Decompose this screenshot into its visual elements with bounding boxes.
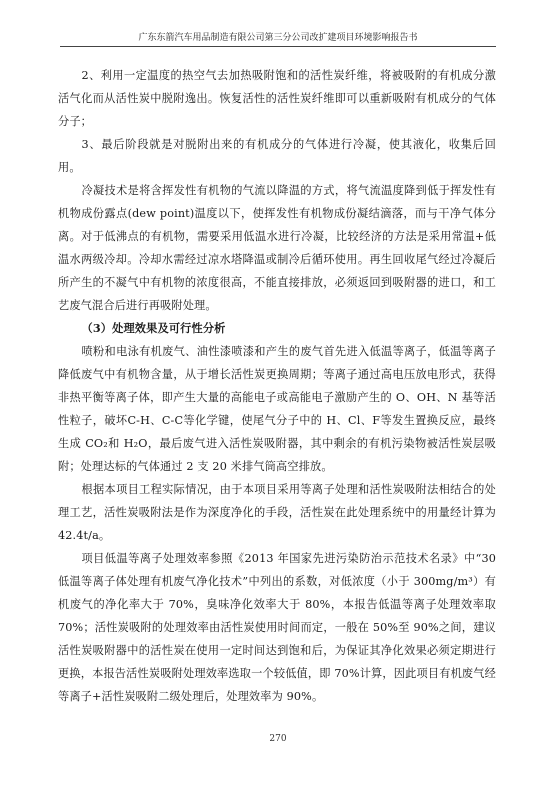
paragraph-carbon-usage: 根据本项目工程实际情况，由于本项目采用等离子处理和活性炭吸附法相结合的处理工艺，活性炭吸附法是作为深度净化的手段，活性炭在此处理系统中的用量经计算为 42.4t/a。 — [58, 483, 496, 542]
paragraph-efficiency: 项目低温等离子处理效率参照《2013 年国家先进污染防治示范技术名录》中“30 低温等离子体处理有机废气净化技术”中列出的系数，对低浓度（小于 300mg/m³）有机废气的净化率大于 70%，臭味净化效率大于 80%，本报告低温等离子处理效率取 70%；活性炭吸附的处理效率由活性炭使用时间而定，一般在 50%至 90%之间，建议活性炭吸附器中的活性炭在使用一定时间达到饱和后，为保证其净化效果必须定期进行更换，本报告活性炭吸附处理效率选取一个较低值，即 70%计算，因此项目有机废气经等离子+活性炭吸附二级处理后，处理效率为 90%。 — [58, 552, 496, 703]
page-number: 270 — [269, 734, 287, 744]
paragraph-condensation: 冷凝技术是将含挥发性有机物的气流以降温的方式，将气流温度降到低于挥发性有机物成份露点(dew point)温度以下，使挥发性有机物成份凝结滴落，而与干净气体分离。对于低沸点的有机物，需要采用低温水进行冷凝，比较经济的方法是采用常温+低温水两级冷却。冷却水需经过凉水塔降温或制冷后循环使用。再生回收尾气经过冷凝后所产生的不凝气中有机物的浓度很高，不能直接排放，必须返回到吸附器的进口，和工艺废气混合后进行再吸附处理。 — [58, 184, 496, 312]
paragraph-plasma-process: 喷粉和电泳有机废气、油性漆喷漆和产生的废气首先进入低温等离子，低温等离子降低废气中有机物含量，从于增长活性炭更换周期；等离子通过高电压放电形式，获得非热平衡等离子体，即产生大量的高能电子或高能电子激励产生的 O、OH、N 基等活性粒子，破坏C-H、C-C等化学键，使尾气分子中的 H、Cl、F等发生置换反应，最终生成 CO₂和 H₂O，最后废气进入活性炭吸附器，其中剩余的有机污染物被活性炭层吸附；处理达标的气体通过 2 支 20 米排气筒高空排放。 — [58, 345, 496, 473]
paragraph-step-2: 2、利用一定温度的热空气去加热吸附饱和的活性炭纤维，将被吸附的有机成分激活气化而从活性炭中脱附逸出。恢复活性的活性炭纤维即可以重新吸附有机成分的气体分子； — [58, 69, 496, 128]
document-body — [58, 64, 496, 708]
section-heading: （3）处理效果及可行性分析 — [81, 321, 226, 335]
page-header: 广东东箭汽车用品制造有限公司第三分公司改扩建项目环境影响报告书 — [60, 30, 496, 47]
paragraph-step-3: 3、最后阶段就是对脱附出来的有机成分的气体进行冷凝，使其液化，收集后回用。 — [58, 138, 496, 174]
